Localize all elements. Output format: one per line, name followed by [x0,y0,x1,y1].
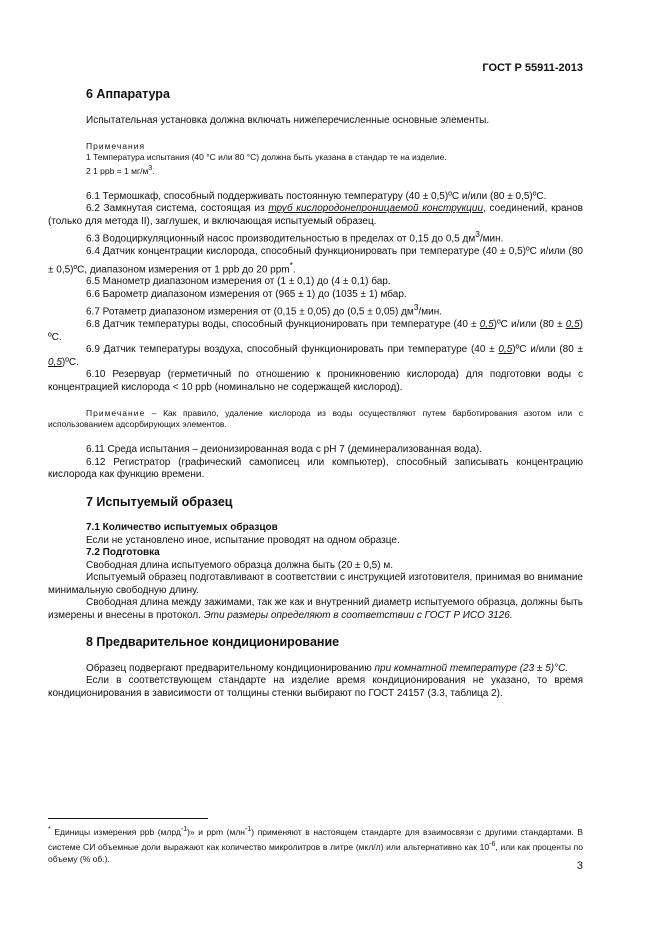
item-6-8: 6.8 Датчик температуры воды, способный функционировать при температуре (40 ± 0,5)ºС и/или (80 ± 0,5) ºС. [48,319,583,343]
section-8-title: 8 Предварительное кондиционирование [86,635,340,650]
item-6-1: 6.1 Термошкаф, способный поддерживать постоянную температуру (40 ± 0,5)ºС и/или (80 ± 0,5)ºС. [86,190,547,202]
item-6-4: 6.4 Датчик концентрации кислорода, способный функционировать при температуре (40 ± 0,5)ºС и/или (80 ± 0,5)ºС, диапазоном измерения от 1 ppb до 20 ppm*. [48,246,583,275]
item-6-12: 6.12 Регистратор (графический самописец или компьютер), способный записывать концентрацию кислорода как функцию времени. [48,456,583,481]
item-6-5: 6.5 Манометр диапазоном измерения от (1 ± 0,1) до (4 ± 0,1) бар. [86,276,391,288]
subsection-7-1-text: Если не установлено иное, испытание проводят на одном образце. [86,534,400,546]
section-8-para-2: Если в соответствующем стандарте на изделие время кондиционирования не указано, то время кондиционирования в зависимости от толщины стенки выбирают по ГОСТ 24157 (3.3, таблица 2). [48,675,583,699]
subsection-7-2-para-2: Испытуемый образец подготавливают в соответствии с инструкцией изготовителя, принимая во внимание минимальную свободную длину. [48,572,583,596]
section-8-para-1: Образец подвергают предварительному кондиционированию при комнатной температуре (23 ± 5)°С. [86,662,569,674]
item-6-9: 6.9 Датчик температуры воздуха, способный функционировать при температуре (40 ± 0,5)ºС и/или (80 ± 0,5)ºС. [48,344,584,368]
subsection-7-2-para-1: Свободная длина испытуемого образца должна быть (20 ± 0,5) м. [86,559,393,571]
item-6-7: 6.7 Ротаметр диапазоном измерения от (0,15 ± 0,05) до (0,5 ± 0,05) $дм^3$/мин. [86,302,442,318]
note-3: Примечание – Как правило, удаление кислорода из воды осуществляют путем барботирования азотом или с использованием адсорбирующих элементов. [48,408,583,430]
subsection-7-1-title: 7.1 Количество испытуемых образцов [86,522,278,534]
section-6-intro: Испытательная установка должна включать нижеперечисленные основные элементы. [86,114,490,126]
item-6-10: 6.10 Резервуар (герметичный по отношению к проникновению кислорода) для подготовки воды с концентрацией кислорода < 10 ppb (номинально не содержащей кислород). [48,369,583,393]
item-6-11: 6.11 Среда испытания – деионизированная вода с рН 7 (деминерализованная вода). [86,444,483,456]
subsection-7-2-para-3: Свободная длина между зажимами, так же как и внутренний диаметр испытуемого образца, должны быть измерены и внесены в протокол. Эти размеры определяют в соответствии с ГОСТ Р ИСО 3126. [48,597,583,621]
footnote-separator [48,818,208,819]
note-1: 1 Температура испытания (40 °С или 80 °С) должна быть указана в стандар те на изделие. [86,152,447,162]
document-id: ГОСТ Р 55911-2013 [482,62,583,74]
notes-title: Примечания [86,141,146,151]
note-2: 2 1 ppb = 1 $мг/м^3$. [86,164,155,176]
main-content [48,88,583,700]
section-6-title: 6 Аппаратура [86,87,170,101]
item-6-6: 6.6 Барометр диапазоном измерения от (965 ± 1) до (1035 ± 1) мбар. [86,288,407,300]
item-6-3: 6.3 Водоциркуляционный насос производительностью в пределах от 0,15 до 0,5 $дм^3$/мин. [86,229,504,245]
item-6-2: 6.2 Замкнутая система, состоящая из труб кислородонепроницаемой конструкции, соединений, кранов (только для метода II), заглушек, и включающая испытуемый образец. [48,203,583,227]
footnote: * Единицы измерения ppb (млрд$^{-1}$)» и ppm (млн$^{-1}$) применяют в настоящем стандарте для взаимосвязи с другими стандартами. В системе СИ объемные доли выражают как количество микролитров в литре (мкл/л) или альтернативно как $10^{-6}$, или как проценты по объему (% об.). [48,825,584,864]
section-7-title: 7 Испытуемый образец [86,494,233,509]
subsection-7-2-title: 7.2 Подготовка [86,547,160,559]
page-number: 3 [576,860,583,872]
